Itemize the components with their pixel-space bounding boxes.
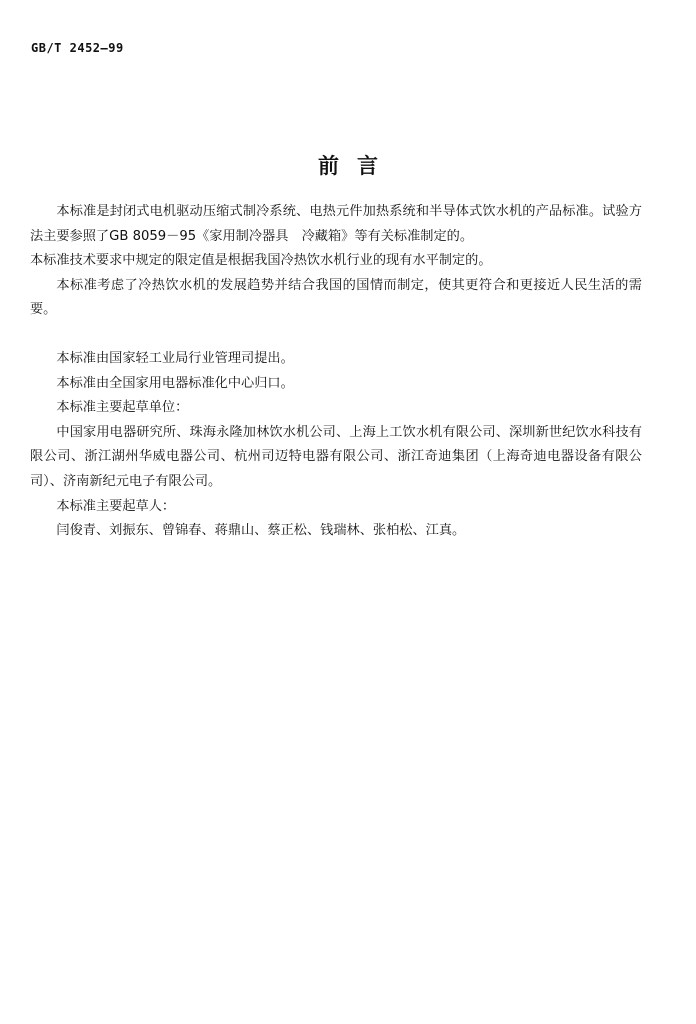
proposed-by-statement: 本标准由国家轻工业局行业管理司提出。 [56, 350, 294, 366]
page-title: 前言 [318, 153, 396, 178]
section-gap [30, 323, 642, 347]
drafting-units-list: 中国家用电器研究所、珠海永隆加林饮水机公司、上海上工饮水机有限公司、深圳新世纪饮水科技有限公司、浙江湖州华威电器公司、杭州司迈特电器有限公司、浙江奇迪集团（上海奇迪电器设备有限公司）、济南新纪元电子有限公司。 [30, 424, 642, 489]
drafting-units-label: 本标准主要起草单位： [56, 400, 189, 416]
paragraph-trends: 本标准考虑了冷热饮水机的发展趋势并结合我国的国情而制定，使其更符合和更接近人民生活的需要。 [30, 277, 642, 318]
foreword-body [30, 200, 642, 544]
paragraph-requirements: 本标准技术要求中规定的限定值是根据我国冷热饮水机行业的现有水平制定的。 [30, 253, 492, 269]
drafters-label: 本标准主要起草人： [56, 498, 176, 514]
managed-by-statement: 本标准由全国家用电器标准化中心归口。 [56, 375, 294, 391]
drafters-list: 闫俊青、刘振东、曾锦春、蒋鼎山、蔡正松、钱瑞林、张柏松、江真。 [56, 523, 466, 539]
paragraph-scope: 本标准是封闭式电机驱动压缩式制冷系统、电热元件加热系统和半导体式饮水机的产品标准。试验方法主要参照了GB 8059－95《家用制冷器具 冷藏箱》等有关标准制定的。 [30, 204, 642, 244]
standard-number: GB/T 2452—99 [31, 41, 124, 55]
